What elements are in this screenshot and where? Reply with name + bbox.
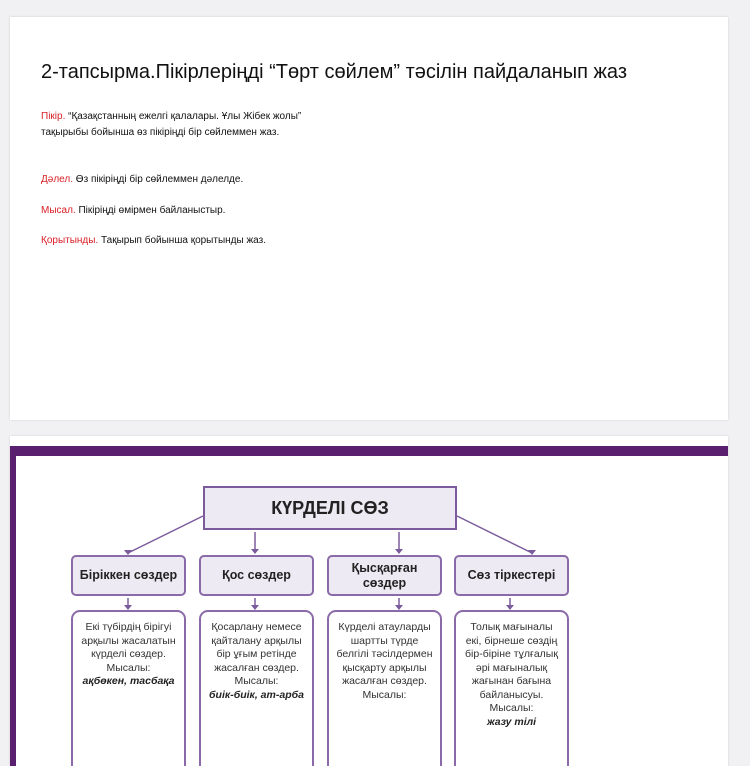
task-item-proof [41,172,303,188]
item-label: Пікір. [41,111,66,122]
task-title: 2-тапсырма.Пікірлеріңді “Төрт сөйлем” тәсілін пайдаланып жаз [41,61,627,83]
item-text: Пікіріңді өмірмен байланыстыр. [78,205,226,216]
description-text: Толық мағыналы екі, бірнеше сөздің бір-біріне тұлғалық әрі мағыналық жағынан бағына байланысуы. Мысалы: [465,621,558,714]
item-label: Дәлел. [41,174,74,185]
branch-description-abbreviated [327,610,442,766]
diagram-title: КҮРДЕЛІ СӨЗ [203,486,457,530]
branch-header-abbreviated: Қысқарған сөздер [327,555,442,596]
branch-header-paired: Қос сөздер [199,555,314,596]
branch-header-phrases: Сөз тіркестері [454,555,569,596]
example-text: ақбөкен, тасбақа [82,675,175,687]
diagram-page [10,436,728,766]
task-item-opinion [41,109,303,141]
description-text: Күрделі атауларды шартты түрде белгілі тәсілдермен қысқарту арқылы жасалған сөздер. Мысалы: [336,621,433,701]
item-label: Мысал. [41,205,76,216]
task-item-example [41,203,303,219]
example-text: жазу тілі [486,715,537,728]
branch-description-phrases [454,610,569,766]
task-item-conclusion [41,233,303,249]
branch-description-compound [71,610,186,766]
item-text: “Қазақстанның ежелгі қалалары. Ұлы Жібек жолы” тақырыбы бойынша өз пікіріңді бір сөйлеммен жаз. [41,111,302,138]
task-page [10,17,728,420]
branch-header-compound: Біріккен сөздер [71,555,186,596]
item-label: Қорытынды. [41,235,99,246]
description-text: Қосарлану немесе қайталану арқылы бір ұғым ретінде жасалған сөздер. Мысалы: [211,621,302,687]
description-text: Екі түбірдің бірігуі арқылы жасалатын күрделі сөздер. Мысалы: [81,621,176,674]
branch-description-paired [199,610,314,766]
item-text: Тақырып бойынша қорытынды жаз. [101,235,266,246]
item-text: Өз пікіріңді бір сөйлеммен дәлелде. [75,174,244,185]
example-text: биік-биік, ат-арба [209,688,304,701]
